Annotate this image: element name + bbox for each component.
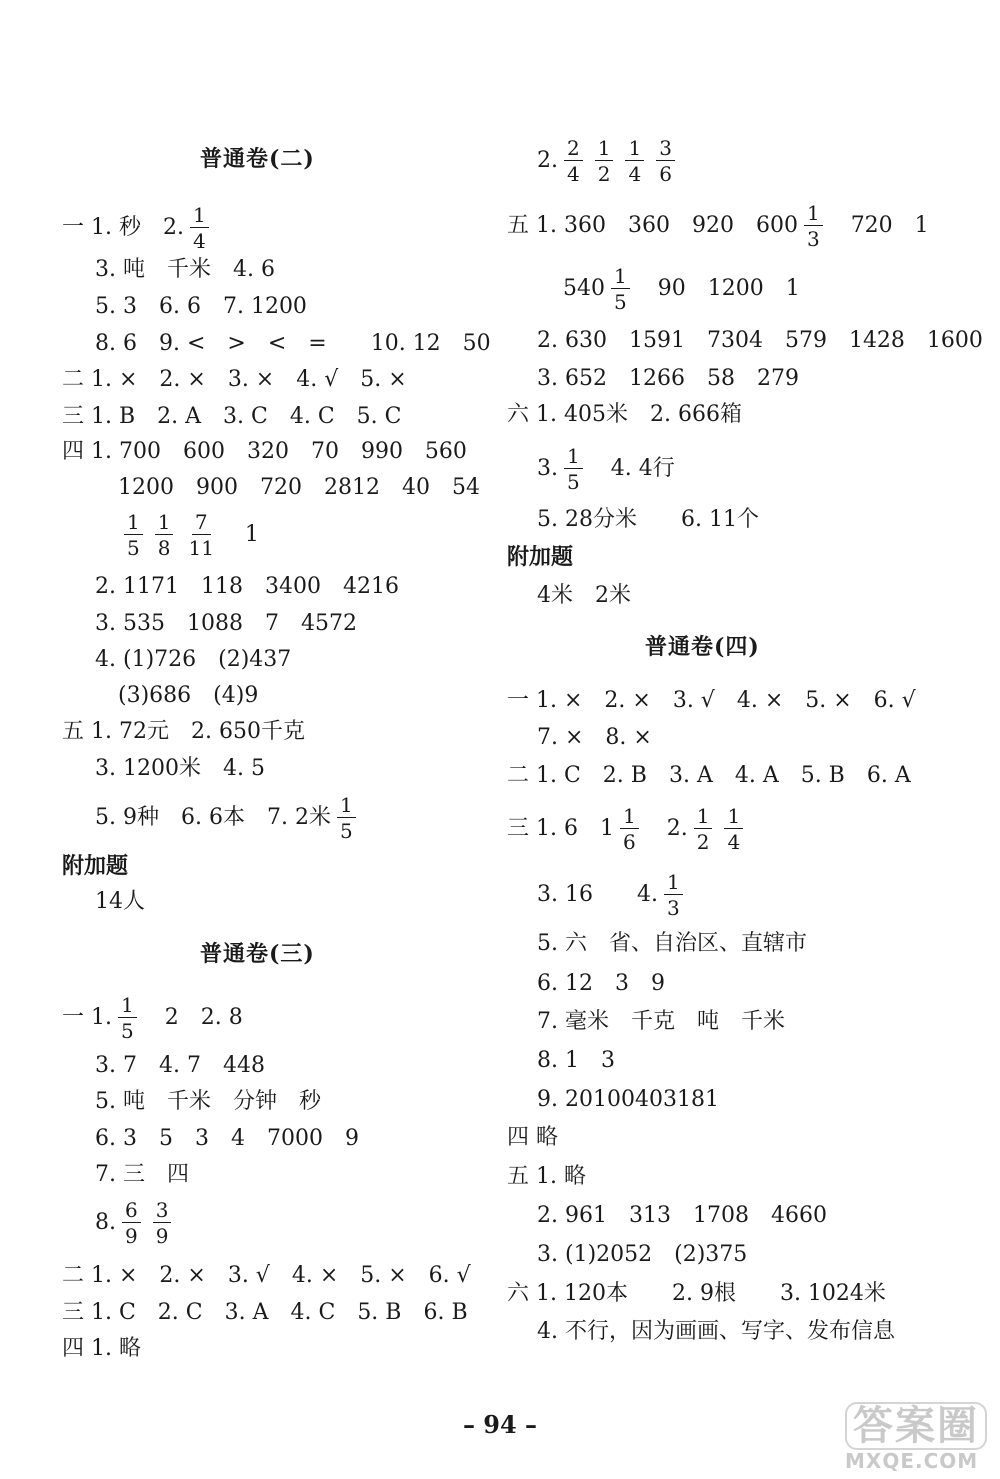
watermark-mark: 答案圈: [845, 1402, 987, 1450]
answer-text: 六 1. 120本 2. 9根 3. 1024米: [507, 1281, 886, 1306]
answer-text: 3. 535 1088 7 4572: [95, 611, 357, 636]
answer-line: [537, 1241, 747, 1269]
fraction: [185, 512, 216, 558]
answer-line: [507, 401, 742, 429]
fraction-numerator: 1: [118, 995, 137, 1018]
fraction: [122, 1200, 141, 1246]
answer-text: 9. 20100403181: [537, 1087, 719, 1112]
answer-text: 3. 16 4.: [537, 882, 658, 907]
section-title: [200, 940, 315, 968]
answer-text: 2.: [644, 816, 688, 841]
fraction-numerator: 1: [664, 872, 683, 895]
answer-line: [537, 930, 807, 958]
answer-text: 普通卷(四): [645, 634, 760, 660]
fraction-denominator: 6: [622, 830, 636, 854]
fraction-numerator: 6: [122, 1200, 141, 1223]
answer-text: 三 1. C 2. C 3. A 4. C 5. B 6. B: [62, 1300, 468, 1325]
answer-line: [118, 512, 259, 558]
answer-text: 7. 毫米 千克 吨 千米: [537, 1009, 785, 1034]
answer-line: [537, 327, 983, 355]
fraction-numerator: 1: [337, 795, 356, 818]
answer-text: 5. 3 6. 6 7. 1200: [95, 294, 307, 319]
fraction-denominator: 4: [567, 162, 580, 186]
answer-line: [95, 1200, 177, 1246]
fraction-denominator: 5: [120, 1019, 134, 1043]
fraction-numerator: 2: [564, 138, 583, 161]
answer-line: [507, 762, 911, 790]
fraction: [124, 512, 143, 558]
answer-line: [537, 1202, 827, 1230]
fraction-denominator: 3: [666, 896, 680, 920]
answer-text: 8.: [95, 1210, 116, 1235]
fraction-numerator: 7: [192, 512, 211, 535]
answer-text: 四 略: [507, 1125, 558, 1150]
fraction: [625, 138, 644, 184]
fraction-numerator: 1: [595, 138, 614, 161]
fraction-denominator: 3: [806, 227, 820, 251]
answer-line: [95, 1052, 265, 1080]
answer-text: 14人: [95, 889, 145, 914]
answer-line: [537, 506, 759, 534]
answer-text: 5. 六 省、自治区、直辖市: [537, 931, 807, 956]
fraction-numerator: 1: [611, 266, 630, 289]
answer-text: 5. 9种 6. 6本 7. 2米: [95, 805, 331, 830]
answer-text: 5. 吨 千米 分钟 秒: [95, 1089, 321, 1114]
fraction-numerator: 3: [656, 138, 675, 161]
answer-text: 3. 吨 千米 4. 6: [95, 257, 275, 282]
answer-text: 7. × 8. ×: [537, 725, 652, 750]
answer-line: [537, 582, 631, 610]
answer-text: 一 1.: [62, 1005, 112, 1030]
answer-text: 4. 4行: [588, 456, 675, 481]
answer-text: 六 1. 405米 2. 666箱: [507, 402, 742, 427]
answer-text: 二 1. × 2. × 3. √ 4. × 5. × 6. √: [62, 1263, 471, 1288]
answer-line: [95, 610, 357, 638]
fraction: [664, 872, 683, 918]
fraction: [694, 806, 713, 852]
answer-text: 3. (1)2052 (2)375: [537, 1242, 748, 1267]
answer-line: [118, 682, 258, 710]
page-number: – 94 –: [462, 1410, 538, 1439]
answer-line: [62, 1335, 141, 1363]
fraction: [656, 138, 675, 184]
fraction: [190, 205, 209, 251]
answer-text: 4. 不行，因为画画、写字、发布信息: [537, 1319, 895, 1344]
answer-text: 3. 652 1266 58 279: [537, 366, 799, 391]
answer-text: 2. 1171 118 3400 4216: [95, 574, 399, 599]
answer-text: 4米 2米: [537, 583, 631, 608]
fraction-denominator: 11: [188, 536, 214, 560]
answer-line: [95, 330, 491, 358]
answer-line: [507, 203, 929, 249]
answer-line: [62, 205, 215, 251]
answer-line: [507, 1124, 558, 1152]
answer-line: [62, 718, 305, 746]
fraction-numerator: 3: [153, 1200, 172, 1223]
answer-line: [537, 724, 652, 752]
answer-line: [507, 1280, 886, 1308]
answer-text: 普通卷(二): [200, 146, 315, 172]
answer-text: 五 1. 360 360 920 600: [507, 213, 798, 238]
fraction: [337, 795, 356, 841]
answer-text: 3.: [537, 456, 558, 481]
answer-text: 1200 900 720 2812 40 54: [118, 475, 480, 500]
fraction-numerator: 1: [620, 806, 639, 829]
answer-text: 附加题: [62, 853, 129, 879]
answer-line: [95, 646, 291, 674]
answer-line: [537, 1008, 785, 1036]
answer-text: 2.: [537, 148, 558, 173]
answer-line: [95, 573, 399, 601]
section-heading: [507, 543, 573, 571]
answer-text: 二 1. × 2. × 3. × 4. √ 5. ×: [62, 367, 407, 392]
answer-line: [537, 365, 799, 393]
answer-line: [95, 1161, 189, 1189]
answer-text: 720 1: [828, 213, 929, 238]
answer-line: [507, 806, 749, 852]
answer-text: 四 1. 略: [62, 1336, 141, 1361]
answer-text: 3. 7 4. 7 448: [95, 1053, 265, 1078]
fraction-denominator: 2: [597, 162, 611, 186]
fraction-denominator: 4: [192, 229, 206, 253]
answer-text: 五 1. 72元 2. 650千克: [62, 719, 305, 744]
answer-line: [537, 138, 681, 184]
answer-line: [95, 755, 265, 783]
fraction: [564, 446, 583, 492]
section-heading: [62, 852, 128, 880]
answer-text: 90 1200 1: [635, 276, 800, 301]
answer-line: [95, 795, 362, 841]
answer-line: [507, 1163, 586, 1191]
fraction: [611, 266, 630, 312]
answer-text: 4. (1)726 (2)437: [95, 647, 292, 672]
answer-line: [95, 256, 275, 284]
fraction-numerator: 1: [625, 138, 644, 161]
answer-text: 五 1. 略: [507, 1164, 586, 1189]
fraction-numerator: 1: [724, 806, 743, 829]
fraction-numerator: 1: [694, 806, 713, 829]
answer-line: [95, 1125, 359, 1153]
watermark-url: MXQE.COM: [845, 1449, 979, 1473]
answer-text: 2 2. 8: [142, 1005, 243, 1030]
answer-line: [62, 366, 407, 394]
fraction-numerator: 1: [155, 512, 174, 535]
section-title: [200, 145, 315, 173]
fraction: [804, 203, 823, 249]
answer-line: [62, 995, 243, 1041]
answer-text: 5. 28分米 6. 11个: [537, 507, 759, 532]
watermark-logo: [845, 1402, 990, 1472]
answer-line: [95, 293, 307, 321]
answer-text: 普通卷(三): [200, 941, 315, 967]
answer-line: [62, 403, 401, 431]
fraction-denominator: 6: [659, 162, 672, 186]
answer-text: 1: [222, 522, 259, 547]
answer-line: [537, 970, 665, 998]
section-title: [645, 633, 760, 661]
answer-text: 6. 12 3 9: [537, 971, 665, 996]
fraction: [620, 806, 639, 852]
fraction: [564, 138, 583, 184]
fraction: [724, 806, 743, 852]
answer-text: 8. 6 9. < > < = 10. 12 50: [95, 331, 491, 356]
fraction-denominator: 4: [628, 162, 642, 186]
answer-line: [537, 872, 689, 918]
answer-line: [537, 1086, 719, 1114]
answer-line: [62, 1262, 471, 1290]
fraction-denominator: 5: [127, 536, 140, 560]
fraction-denominator: 9: [155, 1224, 169, 1248]
answer-text: 7. 三 四: [95, 1162, 189, 1187]
answer-line: [537, 446, 675, 492]
fraction: [118, 995, 137, 1041]
answer-text: 6. 3 5 3 4 7000 9: [95, 1126, 359, 1151]
answer-text: 2. 961 313 1708 4660: [537, 1203, 827, 1228]
fraction-denominator: 4: [727, 830, 741, 854]
fraction-numerator: 1: [564, 446, 583, 469]
fraction-denominator: 8: [157, 536, 171, 560]
answer-line: [95, 1088, 321, 1116]
answer-text: 一 1. × 2. × 3. √ 4. × 5. × 6. √: [507, 688, 916, 713]
fraction-denominator: 2: [696, 830, 710, 854]
fraction-denominator: 5: [614, 290, 627, 314]
answer-text: 540: [563, 276, 605, 301]
fraction: [155, 512, 174, 558]
fraction-denominator: 9: [125, 1224, 138, 1248]
answer-line: [563, 266, 800, 312]
fraction: [153, 1200, 172, 1246]
answer-line: [62, 1299, 468, 1327]
answer-text: 三 1. B 2. A 3. C 4. C 5. C: [62, 404, 402, 429]
answer-text: 二 1. C 2. B 3. A 4. A 5. B 6. A: [507, 763, 911, 788]
answer-text: 2. 630 1591 7304 579 1428 1600: [537, 328, 983, 353]
answer-text: 一 1. 秒 2.: [62, 215, 184, 240]
answer-text: 8. 1 3: [537, 1048, 615, 1073]
fraction-numerator: 1: [804, 203, 823, 226]
answer-line: [537, 1318, 895, 1346]
answer-line: [537, 1047, 615, 1075]
fraction-denominator: 5: [567, 470, 580, 494]
fraction-numerator: 1: [190, 205, 209, 228]
answer-text: 附加题: [507, 544, 574, 570]
answer-line: [507, 687, 916, 715]
answer-text: 3. 1200米 4. 5: [95, 756, 265, 781]
fraction: [595, 138, 614, 184]
answer-line: [95, 888, 145, 916]
answer-text: (3)686 (4)9: [118, 683, 259, 708]
answer-line: [62, 438, 467, 466]
answer-text: 三 1. 6 1: [507, 816, 614, 841]
answer-line: [118, 474, 480, 502]
fraction-denominator: 5: [339, 819, 353, 843]
fraction-numerator: 1: [124, 512, 143, 535]
answer-text: 四 1. 700 600 320 70 990 560: [62, 439, 467, 464]
